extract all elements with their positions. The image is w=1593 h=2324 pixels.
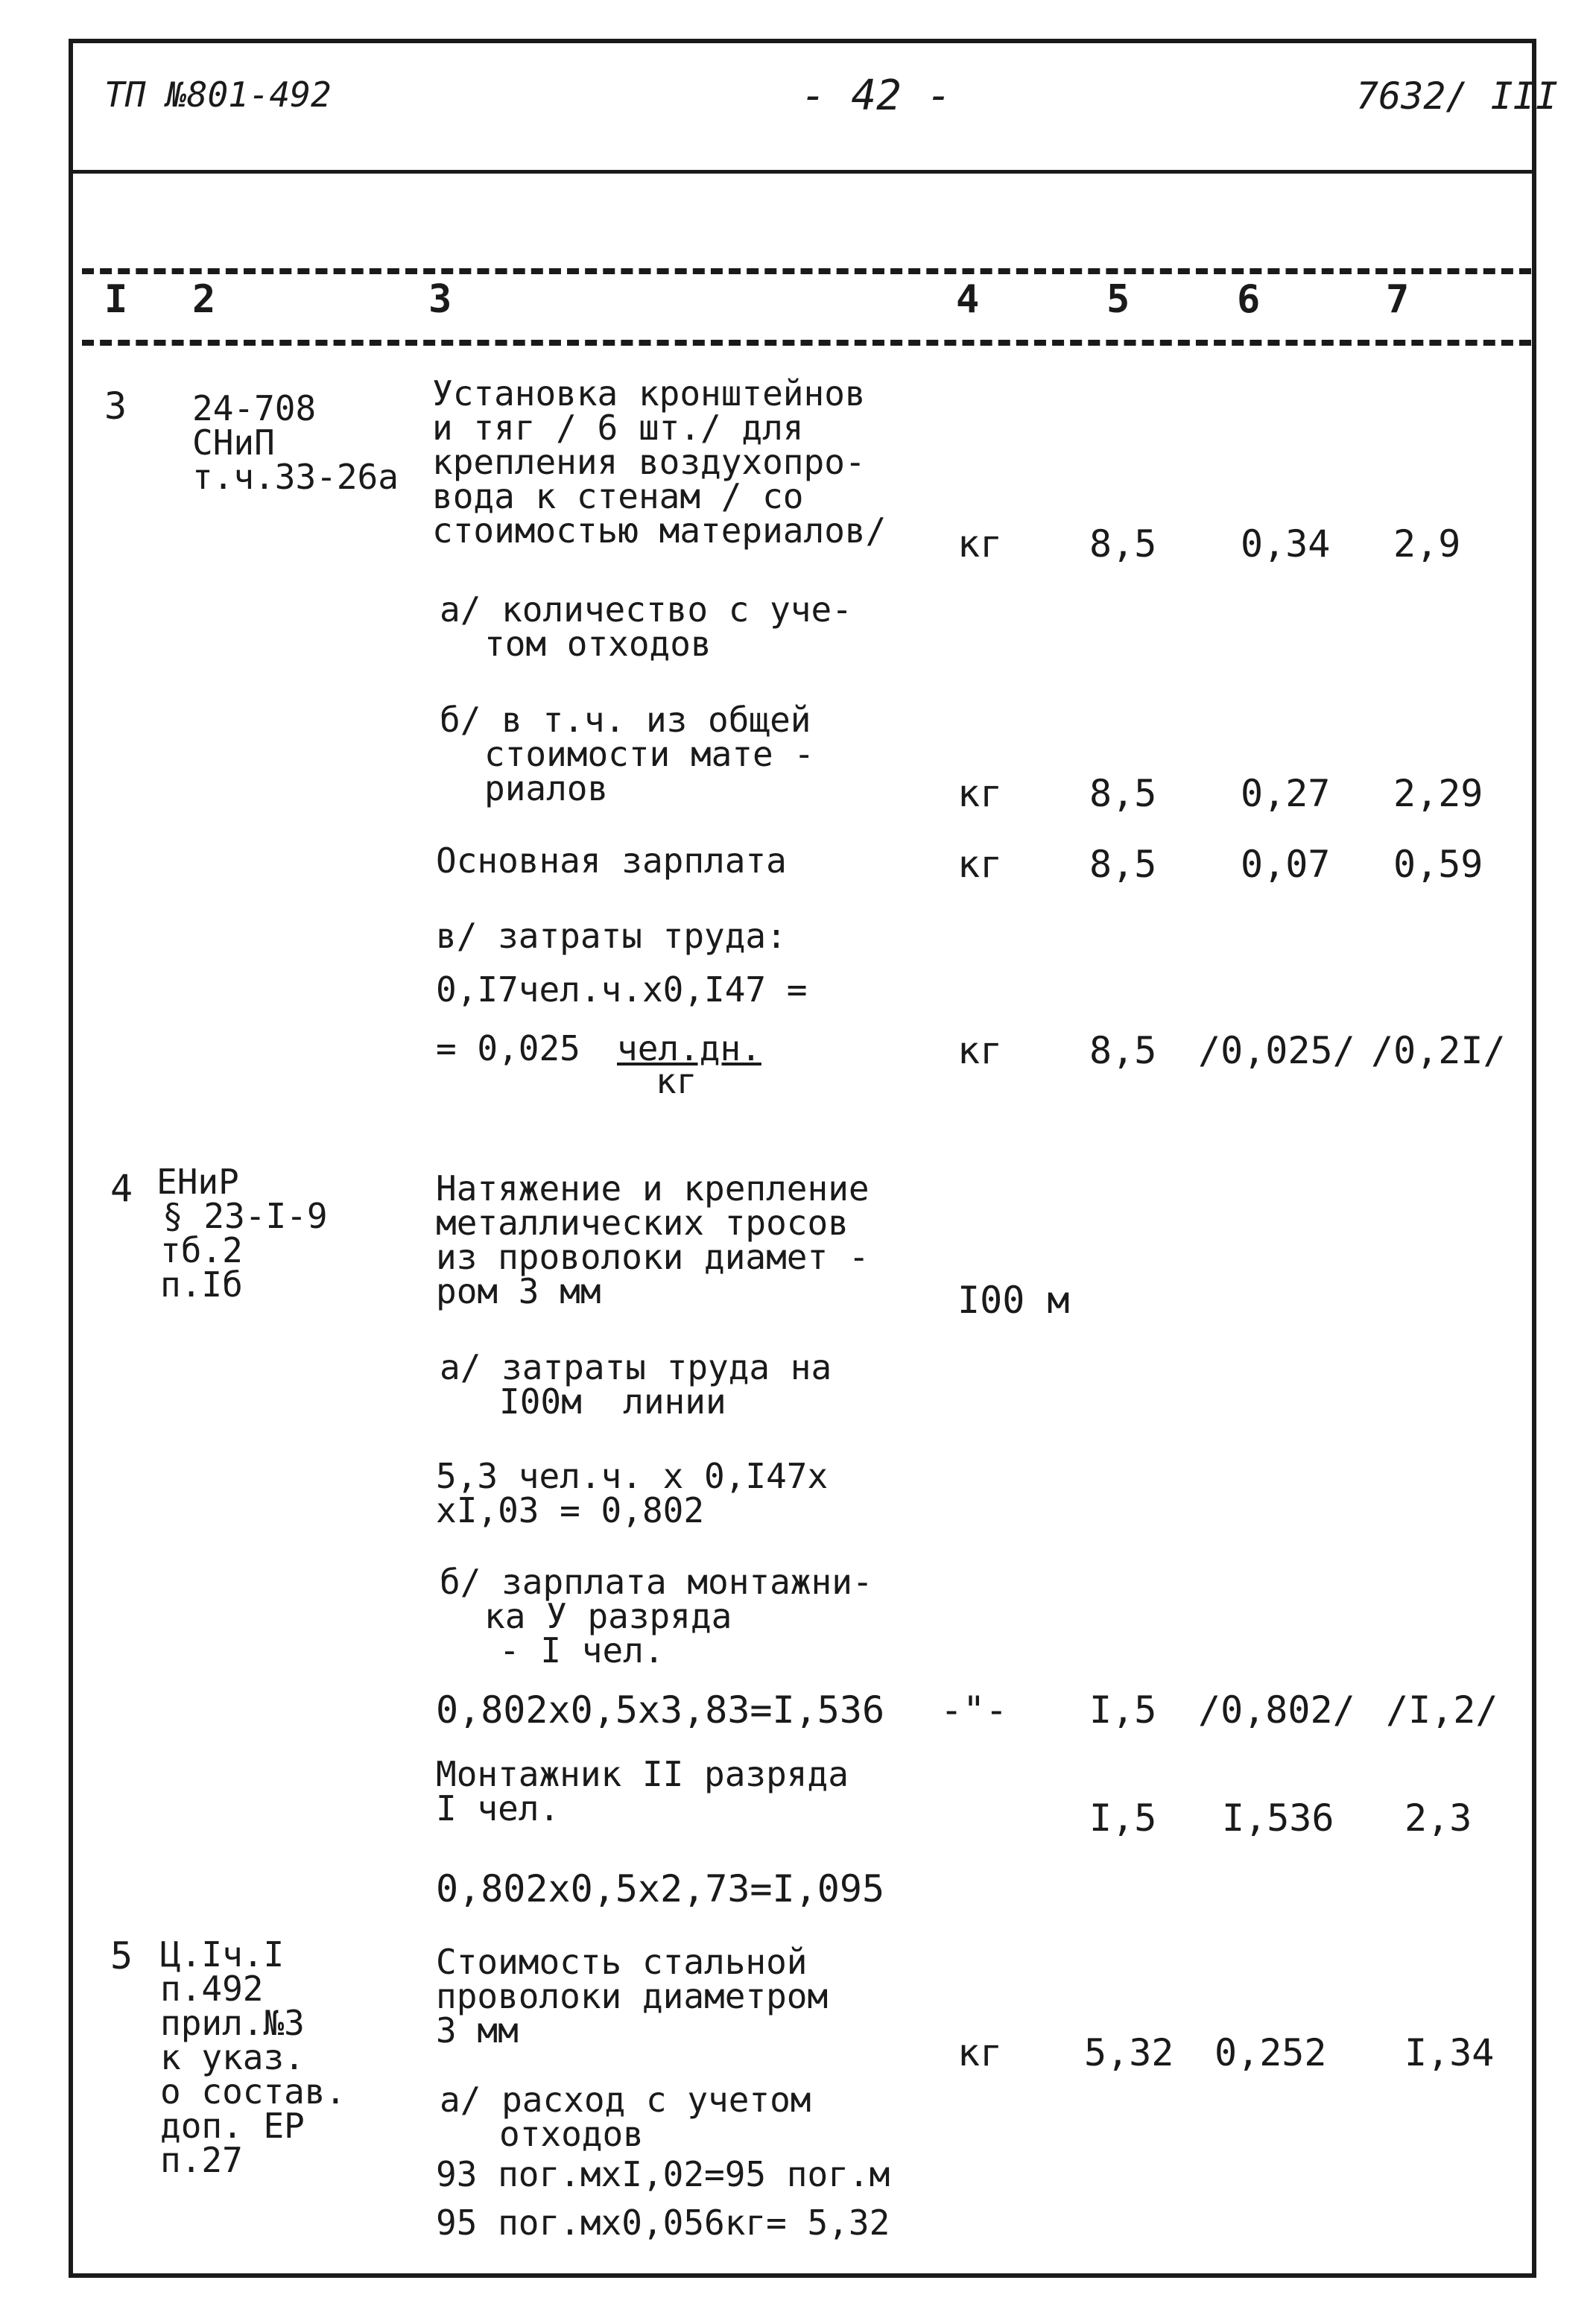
worker-grade: I чел. <box>436 1788 560 1829</box>
reference: Ц.Iч.I <box>160 1934 285 1975</box>
reference: доп. ЕР <box>160 2106 305 2146</box>
value-col6: 0,27 <box>1241 772 1331 815</box>
col-header-7: 7 <box>1386 277 1410 322</box>
value-col6: I,536 <box>1222 1796 1334 1840</box>
description: вода к стенам / со <box>432 476 804 516</box>
col-header-4: 4 <box>956 277 980 322</box>
unit: кг <box>957 843 1003 886</box>
basic-wage-label: Основная зарплата <box>436 840 787 881</box>
reference: ЕНиР <box>156 1162 239 1202</box>
doc-code: ТП №801-492 <box>104 75 332 115</box>
row-number: 3 <box>104 384 127 428</box>
reference: § 23-I-9 <box>162 1196 328 1236</box>
page-number: - 42 - <box>801 72 952 120</box>
value-col6: /0,802/ <box>1198 1688 1355 1732</box>
col-header-5: 5 <box>1106 277 1130 322</box>
subitem-b: - I чел. <box>499 1630 665 1671</box>
calculation: 93 пог.мхI,02=95 пог.м <box>436 2154 890 2194</box>
value-col5: I,5 <box>1089 1688 1157 1732</box>
unit: кг <box>957 1029 1003 1072</box>
value-col5: 8,5 <box>1089 1029 1157 1072</box>
subitem-a: а/ расход с учетом <box>440 2080 811 2120</box>
value-col6: 0,252 <box>1214 2031 1327 2074</box>
fraction-denominator: кг <box>656 1061 697 1101</box>
description: металлических тросов <box>436 1203 849 1243</box>
reference: СНиП <box>192 422 275 463</box>
col-header-2: 2 <box>192 277 216 322</box>
header-divider <box>69 170 1536 174</box>
reference: о состав. <box>160 2071 346 2112</box>
unit: I00 м <box>957 1279 1070 1322</box>
subitem-a: I00м линии <box>499 1381 726 1422</box>
subitem-b: стоимости мате - <box>484 734 815 774</box>
header-dash-top <box>82 268 1531 274</box>
value-col5: 8,5 <box>1089 772 1157 815</box>
reference: к указ. <box>160 2037 305 2077</box>
subitem-a: отходов <box>499 2114 644 2154</box>
value-col6: 0,34 <box>1241 522 1331 566</box>
value-col6: 0,07 <box>1241 843 1331 886</box>
reference: тб.2 <box>160 1230 243 1270</box>
description: Установка кронштейнов <box>432 373 866 414</box>
description: из проволоки диамет - <box>436 1237 870 1277</box>
subitem-a: а/ количество с уче- <box>440 589 852 630</box>
worker-grade: Монтажник II разряда <box>436 1754 849 1794</box>
description: Стоимость стальной <box>436 1942 808 1982</box>
reference: прил.№3 <box>160 2003 305 2043</box>
value-col7: /0,2I/ <box>1371 1029 1506 1072</box>
description: 3 мм <box>436 2010 519 2051</box>
description: и тяг / 6 шт./ для <box>432 408 804 448</box>
calculation: 95 пог.мх0,056кг= 5,32 <box>436 2203 890 2243</box>
col-header-6: 6 <box>1237 277 1261 322</box>
description: Натяжение и крепление <box>436 1168 870 1209</box>
sheet-number: 7632/ III <box>1356 75 1558 118</box>
subitem-a: том отходов <box>484 624 712 664</box>
calculation: 0,802х0,5х2,73=I,095 <box>436 1867 885 1910</box>
col-header-1: I <box>104 277 128 322</box>
unit: кг <box>957 772 1003 815</box>
subitem-b: б/ зарплата монтажни- <box>440 1562 873 1602</box>
description: проволоки диаметром <box>436 1976 829 2016</box>
description: крепления воздухопро- <box>432 442 866 482</box>
unit: -"- <box>940 1688 1008 1732</box>
calculation: 0,I7чел.ч.х0,I47 = <box>436 969 808 1010</box>
subitem-b: риалов <box>484 768 609 808</box>
subitem-b: ка У разряда <box>484 1596 732 1636</box>
calculation: 5,3 чел.ч. х 0,I47х <box>436 1456 829 1496</box>
value-col7: 2,9 <box>1393 522 1461 566</box>
value-col5: 8,5 <box>1089 843 1157 886</box>
row-number: 5 <box>110 1934 133 1978</box>
calculation: хI,03 = 0,802 <box>436 1490 705 1530</box>
value-col7: /I,2/ <box>1386 1688 1498 1732</box>
value-col7: 2,3 <box>1404 1796 1472 1840</box>
value-col7: I,34 <box>1404 2031 1495 2074</box>
unit: кг <box>957 2031 1003 2074</box>
value-col5: I,5 <box>1089 1796 1157 1840</box>
description: ром 3 мм <box>436 1271 601 1311</box>
reference: т.ч.33-26а <box>192 457 399 497</box>
reference: п.27 <box>160 2140 243 2180</box>
value-col6: /0,025/ <box>1198 1029 1355 1072</box>
header-dash-bottom <box>82 340 1531 346</box>
fraction-numerator: чел.дн. <box>617 1028 761 1068</box>
reference: п.Iб <box>160 1264 243 1305</box>
value-col7: 0,59 <box>1393 843 1483 886</box>
subitem-v: в/ затраты труда: <box>436 916 787 956</box>
row-number: 4 <box>110 1167 133 1210</box>
reference: п.492 <box>160 1969 264 2009</box>
subitem-a: а/ затраты труда на <box>440 1347 832 1387</box>
calculation: = 0,025 <box>436 1028 580 1068</box>
value-col5: 5,32 <box>1084 2031 1174 2074</box>
subitem-b: б/ в т.ч. из общей <box>440 700 811 740</box>
calculation: 0,802х0,5х3,83=I,536 <box>436 1688 885 1732</box>
value-col5: 8,5 <box>1089 522 1157 566</box>
unit: кг <box>957 522 1003 566</box>
reference: 24-708 <box>192 388 317 428</box>
description: стоимостью материалов/ <box>432 510 887 551</box>
col-header-3: 3 <box>428 277 452 322</box>
value-col7: 2,29 <box>1393 772 1483 815</box>
